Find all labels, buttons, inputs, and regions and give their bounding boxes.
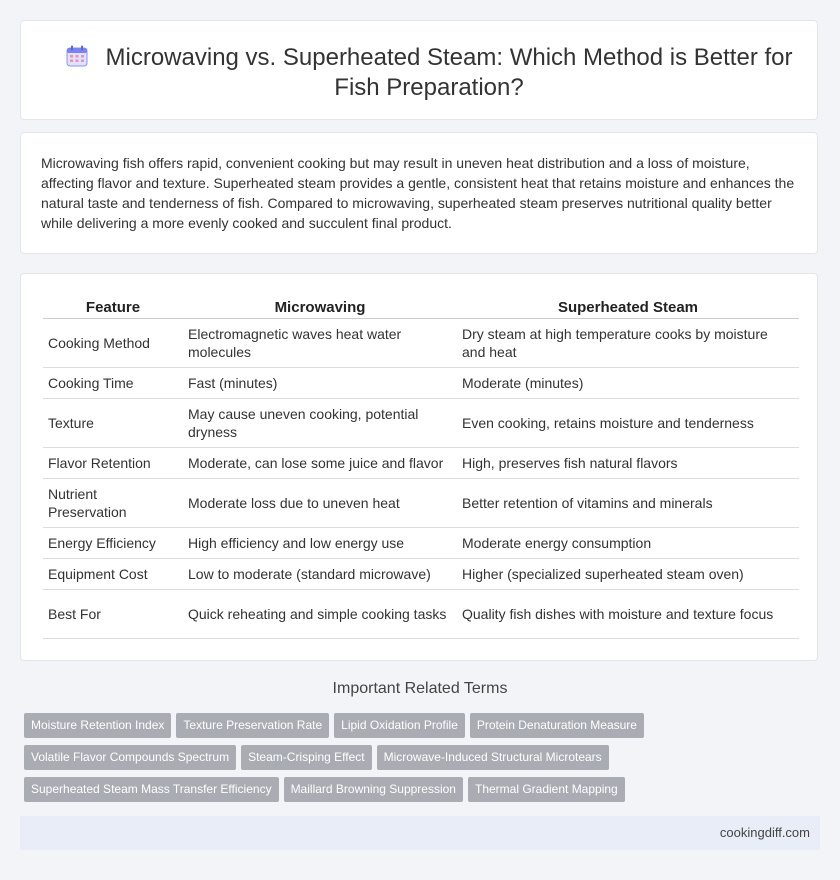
related-term-tag[interactable]: Texture Preservation Rate	[176, 713, 329, 738]
related-term-tag[interactable]: Steam-Crisping Effect	[241, 745, 372, 770]
page-title: Microwaving vs. Superheated Steam: Which Method is Better for Fish Preparation?	[105, 44, 793, 101]
footer	[20, 816, 820, 850]
row-feature: Cooking Method	[43, 319, 183, 368]
header-microwaving: Microwaving	[183, 296, 457, 319]
related-term-tag[interactable]: Volatile Flavor Compounds Spectrum	[24, 745, 236, 770]
calendar-icon	[66, 45, 88, 67]
row-superheated-steam: High, preserves fish natural flavors	[457, 448, 799, 479]
row-microwaving: Fast (minutes)	[183, 368, 457, 399]
row-superheated-steam: Moderate energy consumption	[457, 528, 799, 559]
table-row	[43, 528, 799, 559]
related-term-tag[interactable]: Thermal Gradient Mapping	[468, 777, 625, 802]
row-feature: Flavor Retention	[43, 448, 183, 479]
row-superheated-steam: Dry steam at high temperature cooks by moisture and heat	[457, 319, 799, 368]
related-term-tag[interactable]: Maillard Browning Suppression	[284, 777, 463, 802]
footer-site-link[interactable]: cookingdiff.com	[719, 825, 810, 840]
row-superheated-steam: Moderate (minutes)	[457, 368, 799, 399]
row-feature: Equipment Cost	[43, 559, 183, 590]
header-feature: Feature	[43, 296, 183, 319]
table-row	[43, 479, 799, 528]
intro-card	[20, 132, 818, 254]
table-row	[43, 399, 799, 448]
row-microwaving: May cause uneven cooking, potential dryness	[183, 399, 457, 448]
row-superheated-steam: Higher (specialized superheated steam oven)	[457, 559, 799, 590]
intro-paragraph: Microwaving fish offers rapid, convenient cooking but may result in uneven heat distribution and a loss of moisture, affecting flavor and texture. Superheated steam provides a gentle, consistent heat that retains moisture and enhances the natural taste and tenderness of fish. Compared to microwaving, superheated steam preserves nutritional quality better while delivering a more evenly cooked and succulent final product.	[41, 155, 795, 231]
title-card	[20, 20, 818, 120]
row-microwaving: Quick reheating and simple cooking tasks	[183, 590, 457, 639]
table-row	[43, 368, 799, 399]
related-term-tag[interactable]: Superheated Steam Mass Transfer Efficiency	[24, 777, 279, 802]
comparison-card	[20, 273, 818, 661]
related-term-tag[interactable]: Moisture Retention Index	[24, 713, 171, 738]
row-microwaving: Low to moderate (standard microwave)	[183, 559, 457, 590]
related-terms-title: Important Related Terms	[332, 680, 508, 697]
comparison-table	[43, 296, 799, 639]
row-feature: Nutrient Preservation	[43, 479, 183, 528]
table-row	[43, 590, 799, 639]
table-row	[43, 448, 799, 479]
table-header-row	[43, 296, 799, 319]
page-title-wrap	[61, 43, 797, 103]
row-microwaving: Electromagnetic waves heat water molecules	[183, 319, 457, 368]
row-feature: Texture	[43, 399, 183, 448]
table-row	[43, 559, 799, 590]
header-superheated-steam: Superheated Steam	[457, 296, 799, 319]
row-feature: Energy Efficiency	[43, 528, 183, 559]
row-superheated-steam: Even cooking, retains moisture and tenderness	[457, 399, 799, 448]
row-microwaving: High efficiency and low energy use	[183, 528, 457, 559]
row-feature: Cooking Time	[43, 368, 183, 399]
table-row	[43, 319, 799, 368]
related-terms-list	[24, 713, 804, 809]
row-microwaving: Moderate, can lose some juice and flavor	[183, 448, 457, 479]
related-term-tag[interactable]: Lipid Oxidation Profile	[334, 713, 465, 738]
row-superheated-steam: Better retention of vitamins and minerals	[457, 479, 799, 528]
row-feature: Best For	[43, 590, 183, 639]
related-term-tag[interactable]: Protein Denaturation Measure	[470, 713, 644, 738]
related-term-tag[interactable]: Microwave-Induced Structural Microtears	[377, 745, 609, 770]
row-microwaving: Moderate loss due to uneven heat	[183, 479, 457, 528]
row-superheated-steam: Quality fish dishes with moisture and texture focus	[457, 590, 799, 639]
